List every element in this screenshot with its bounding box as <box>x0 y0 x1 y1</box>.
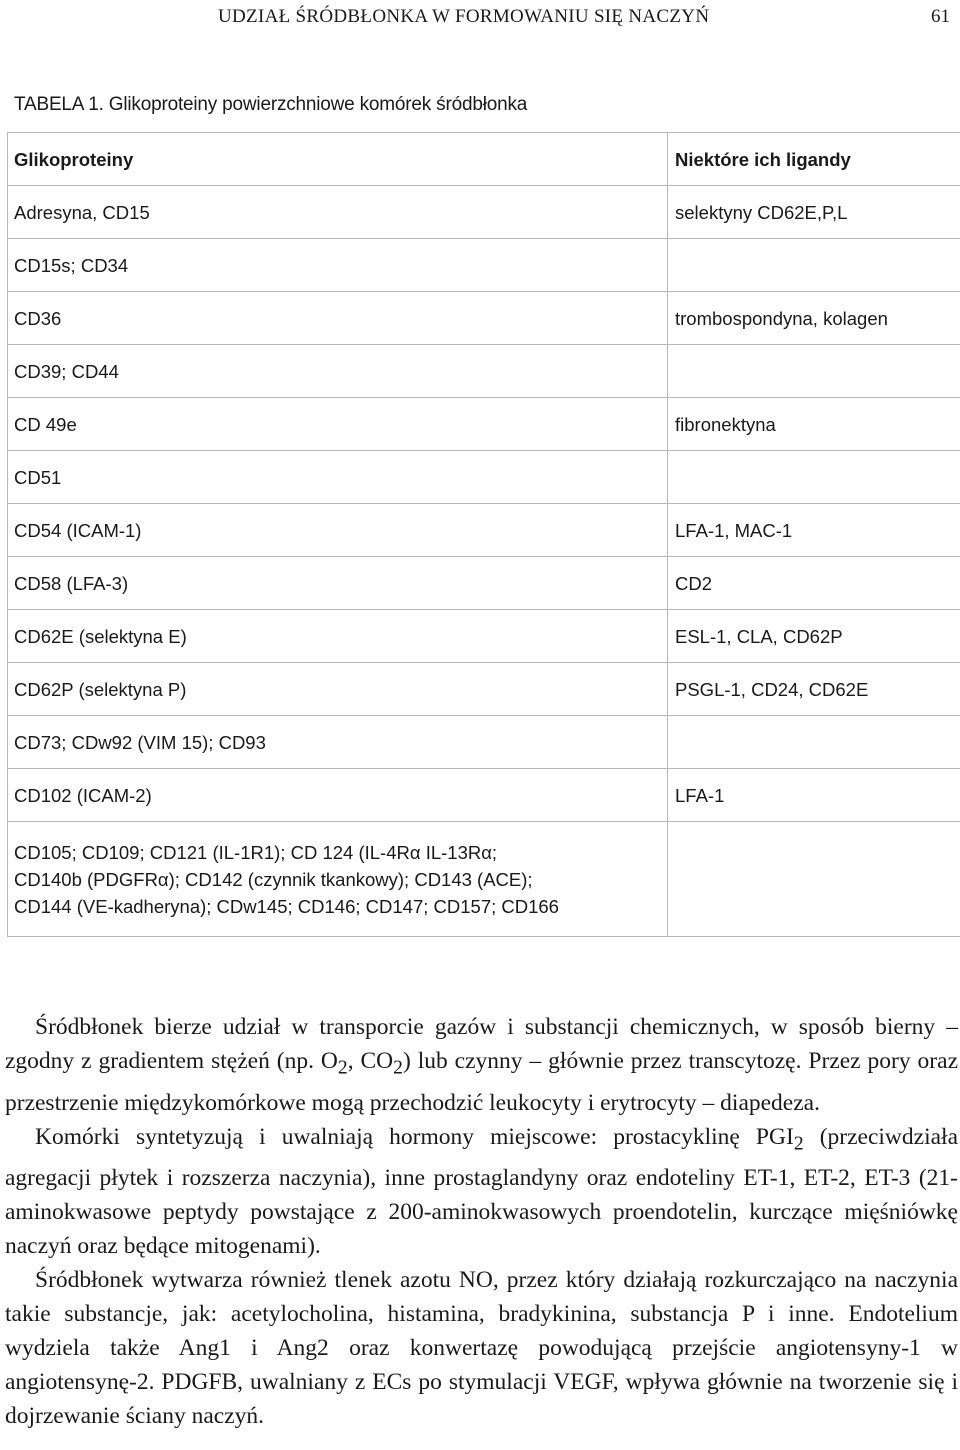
table-row <box>8 610 960 663</box>
ligand-cell: PSGL-1, CD24, CD62E <box>668 663 960 716</box>
body-text <box>5 1010 958 1433</box>
glycoprotein-line: CD140b (PDGFRα); CD142 (czynnik tkankowy); CD143 (ACE); <box>14 868 533 890</box>
table-row <box>8 239 960 292</box>
glycoprotein-cell: Adresyna, CD15 <box>8 186 668 239</box>
ligand-cell: trombospondyna, kolagen <box>668 292 960 345</box>
ligand-cell: LFA-1 <box>668 769 960 822</box>
subscript: 2 <box>393 1057 403 1079</box>
table-row <box>8 292 960 345</box>
paragraph-text: Komórki syntetyzują i uwalniają hormony miejscowe: prostacyklinę PGI <box>35 1123 794 1150</box>
table-row <box>8 769 960 822</box>
paragraph-text: Śródbłonek bierze udział w transporcie gazów i substancji chemicznych, w sposób bierny – zgodny z gradientem stężeń (np. O <box>5 1014 958 1074</box>
glycoprotein-cell: CD62P (selektyna P) <box>8 663 668 716</box>
glycoprotein-cell: CD54 (ICAM-1) <box>8 504 668 557</box>
glycoprotein-cell: CD58 (LFA-3) <box>8 557 668 610</box>
ligand-cell: selektyny CD62E,P,L <box>668 186 960 239</box>
table-row <box>8 504 960 557</box>
glycoprotein-cell: CD15s; CD34 <box>8 239 668 292</box>
column-header-ligands: Niektóre ich ligandy <box>668 133 960 186</box>
ligand-cell <box>668 822 960 937</box>
glycoprotein-cell: CD51 <box>8 451 668 504</box>
glycoprotein-cell: CD36 <box>8 292 668 345</box>
subscript: 2 <box>793 1133 804 1155</box>
table-body <box>8 186 960 937</box>
ligand-cell: fibronektyna <box>668 398 960 451</box>
table-row <box>8 186 960 239</box>
glycoprotein-cell: CD 49e <box>8 398 668 451</box>
ligand-cell: ESL-1, CLA, CD62P <box>668 610 960 663</box>
paragraph-text: ) lub czynny – głównie przez transcytozę. Przez pory oraz przestrzenie międzykomórkowe mogą przechodzić leukocyty i erytrocyty – diapedeza. <box>5 1048 958 1116</box>
ligand-cell <box>668 451 960 504</box>
paragraph-transport <box>5 1010 958 1120</box>
ligand-cell: LFA-1, MAC-1 <box>668 504 960 557</box>
glycoprotein-line: CD105; CD109; CD121 (IL-1R1); CD 124 (IL-4Rα IL-13Rα; <box>14 841 498 863</box>
ligand-cell <box>668 239 960 292</box>
glycoprotein-line: CD144 (VE-kadheryna); CDw145; CD146; CD147; CD157; CD166 <box>14 895 559 917</box>
running-title: UDZIAŁ ŚRÓDBŁONKA W FORMOWANIU SIĘ NACZYŃ <box>218 6 710 27</box>
glycoprotein-cell: CD73; CDw92 (VIM 15); CD93 <box>8 716 668 769</box>
ligand-cell <box>668 716 960 769</box>
page-header <box>0 0 960 40</box>
page-number: 61 <box>931 6 950 27</box>
ligand-cell <box>668 345 960 398</box>
glycoprotein-cell: CD62E (selektyna E) <box>8 610 668 663</box>
table-row <box>8 451 960 504</box>
table-header-row <box>8 133 960 186</box>
paragraph-nitric-oxide: Śródbłonek wytwarza również tlenek azotu NO, przez który działają rozkurczająco na naczynia takie substancje, jak: acetylocholina, histamina, bradykinina, substancja P i inne. Endotelium wydziela także Ang1 i Ang2 oraz konwertazę powodującą przejście angiotensyny-1 w angiotensynę-2. PDGFB, uwalniany z ECs po stymulacji VEGF, wpływa głównie na tworzenie się i dojrzewanie ściany naczyń. <box>5 1267 958 1430</box>
table-row <box>8 822 960 937</box>
table-caption: TABELA 1. Glikoproteiny powierzchniowe komórek śródbłonka <box>14 94 528 115</box>
glycoprotein-cell <box>8 822 668 937</box>
column-header-glycoproteins: Glikoproteiny <box>8 133 668 186</box>
table-row <box>8 557 960 610</box>
subscript: 2 <box>337 1057 348 1079</box>
paragraph-text: , CO <box>347 1048 394 1074</box>
paragraph-hormones <box>5 1120 958 1264</box>
glycoprotein-cell: CD102 (ICAM-2) <box>8 769 668 822</box>
ligand-cell: CD2 <box>668 557 960 610</box>
glycoprotein-table <box>7 132 960 937</box>
paragraph-text: (przeciwdziała agregacji płytek i rozszerza naczynia), inne prostaglandyny oraz endoteliny ET-1, ET-2, ET-3 (21-aminokwasowe peptydy powstające z 200-aminokwasowych proendotelin, kurczące mięśniówkę naczyń oraz będące mitogenami). <box>5 1123 959 1260</box>
table-row <box>8 663 960 716</box>
table-row <box>8 716 960 769</box>
table-row <box>8 345 960 398</box>
table-row <box>8 398 960 451</box>
glycoprotein-cell: CD39; CD44 <box>8 345 668 398</box>
